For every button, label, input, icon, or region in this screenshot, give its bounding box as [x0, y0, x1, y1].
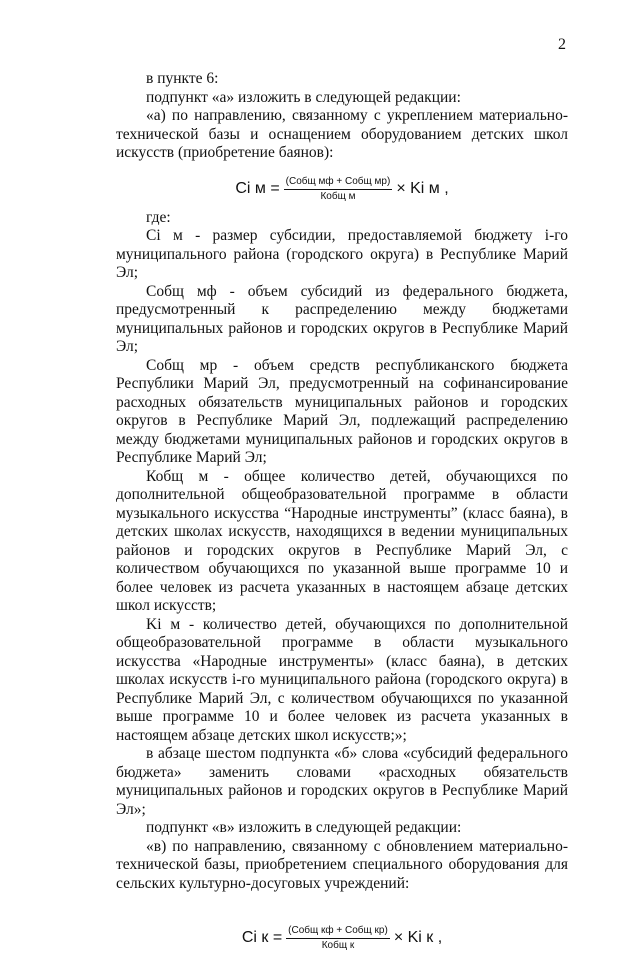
formula-equals: = — [270, 180, 280, 198]
definition-kobsh-m: Кобщ м - общее количество детей, обучающихся по дополнительной общеобразовательной программе в области музыкального искусства “Народные инструменты” (класс баяна), в детских школах искусств, находящихся в ведении муниципальных районов и городских округов в Республике Марий Эл, с количеством обучающихся по указанной выше программе 10 и более человек из расчета указанных в настоящем абзаце детских школ искусств; — [116, 467, 568, 614]
paragraph-intro: в пункте 6: — [146, 70, 219, 87]
page-number: 2 — [558, 36, 566, 53]
formula-equals: = — [272, 928, 283, 946]
definition-ci-m: Ci м - размер субсидии, предоставляемой бюджету i-го муниципального района (городского округа) в Республике Марий Эл; — [116, 227, 568, 281]
formula-numerator: (Собщ мф + Собщ мр) — [284, 176, 393, 190]
document-body — [116, 70, 568, 957]
formula-fraction — [284, 176, 393, 203]
paragraph-direction-v: «в) по направлению, связанному с обновлением материально-технической базы, приобретением специального оборудования для сельских культурно-досуговых учреждений: — [116, 837, 568, 892]
definition-ki-m: Ki м - количество детей, обучающихся по дополнительной общеобразовательной программе в области музыкального искусства «Народные инструменты» (класс баяна), в детских школах искусств i-го муниципального района (городского округа) в Республике Марий Эл, с количеством обучающихся по указанной выше программе 10 и более человек из расчета указанных в настоящем абзаце детских школ искусств;»; — [116, 615, 568, 744]
formula-rhs: × Ki к , — [393, 928, 443, 946]
definition-sobsh-mr: Собщ мр - объем средств республиканского бюджета Республики Марий Эл, предусмотренный на софинансирование расходных обязательств муниципальных районов и городских округов в Республике Марий Эл, подлежащий распределению между бюджетами муниципальных районов и городских округов в Республике Марий Эл; — [116, 356, 568, 466]
paragraph-direction-a: «а) по направлению, связанному с укреплением материально-технической базы и оснащением оборудованием детских школ искусств (приобретение баянов): — [116, 107, 568, 161]
where-label: где: — [146, 208, 171, 226]
definition-sobsh-mf: Собщ мф - объем субсидий из федерального бюджета, предусмотренный к распределению между бюджетами муниципальных районов и городских округов в Республике Марий Эл; — [116, 282, 568, 355]
formula-denominator: Кобщ к — [321, 939, 355, 951]
formula-numerator: (Собщ кф + Собщ кр) — [286, 925, 390, 939]
formula-fraction — [286, 925, 390, 952]
paragraph-subpoint-v: подпункт «в» изложить в следующей редакции: — [146, 819, 462, 836]
paragraph-subpoint-a: подпункт «а» изложить в следующей редакции: — [146, 88, 461, 106]
formula-ci-m — [116, 171, 568, 209]
formula-lhs: Ci м — [235, 180, 266, 198]
formula-lhs: Ci к — [241, 928, 269, 946]
formula-ci-k — [116, 919, 568, 957]
formula-rhs: × Ki м , — [396, 180, 449, 198]
paragraph-subpoint-b-change: в абзаце шестом подпункта «б» слова «субсидий федерального бюджета» заменить словами «расходных обязательств муниципальных районов и городских округов в Республике Марий Эл»; — [116, 745, 568, 818]
formula-denominator: Кобщ м — [320, 191, 356, 202]
